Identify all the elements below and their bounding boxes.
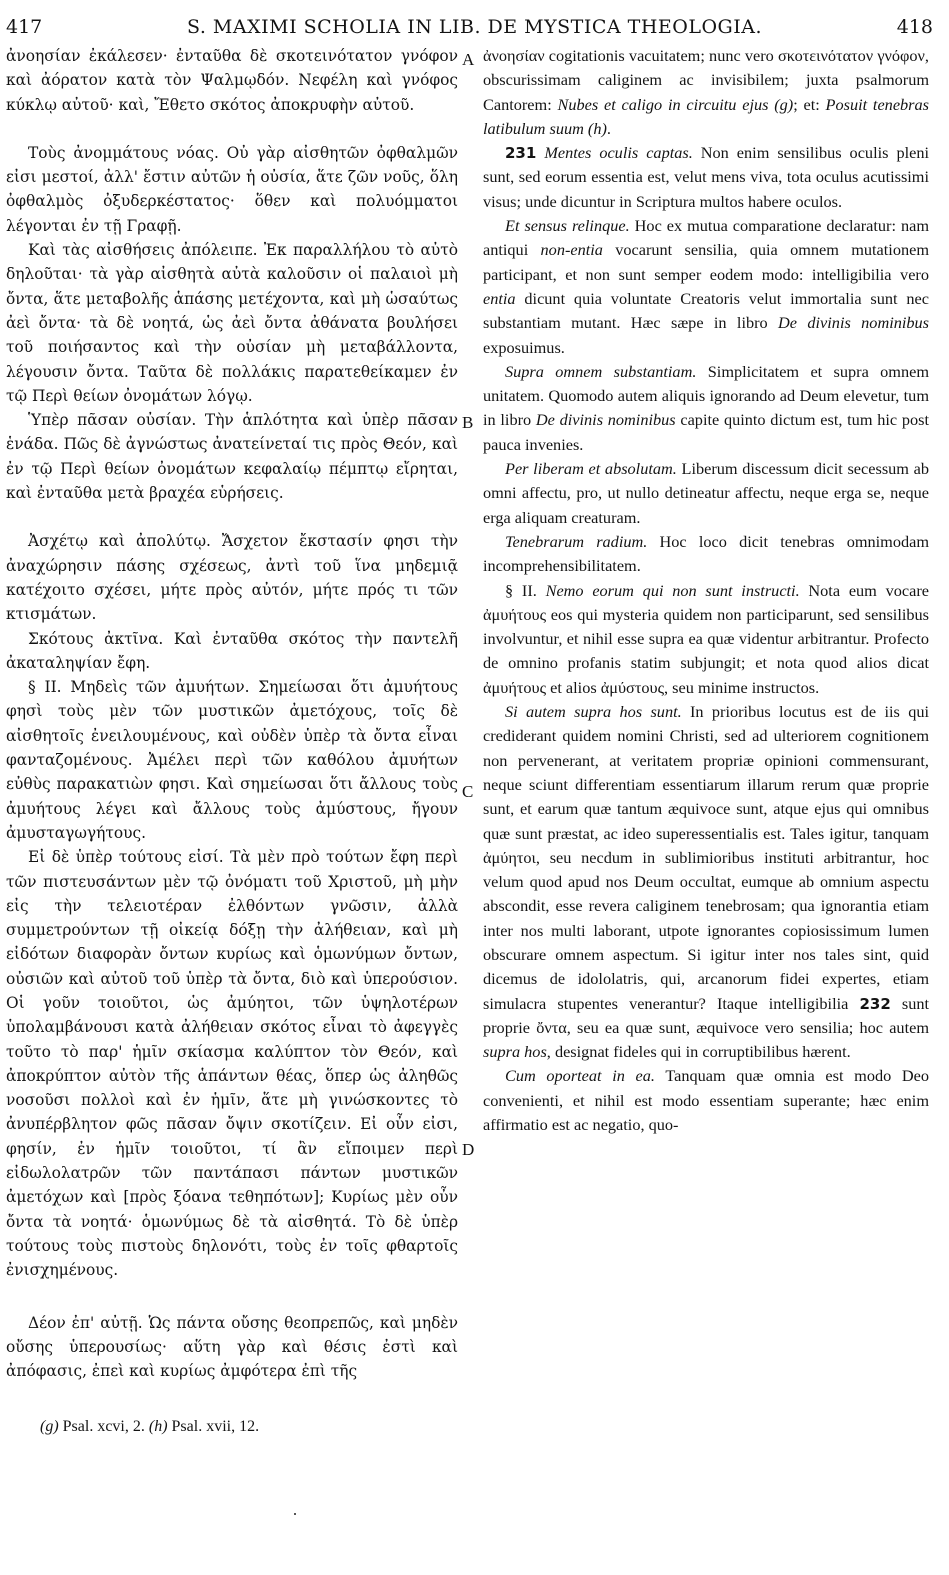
running-title: S. MAXIMI SCHOLIA IN LIB. DE MYSTICA THEOLOGIA. (186, 16, 762, 38)
footnotes: (g) Psal. xcvi, 2. (h) Psal. xvii, 12. (40, 1418, 260, 1435)
margin-letter-a: A (462, 50, 475, 69)
column-number: 231 (505, 144, 537, 163)
latin-column (483, 44, 929, 1137)
latin-paragraph: Supra omnem substantiam. Simplicitatem et supra omnem unitatem. Quomodo autem aliquis ignorando ad Deum elevetur, tum in libro De divinis nominibus capite quinto dictum est, tum hic post pauca invenies. (483, 361, 929, 454)
latin-paragraph: ἀνοησίαν cogitationis vacuitatem; nunc vero σκοτεινότατον γνόφον, obscurissimam caliginem ac invisibilem; juxta psalmorum Cantorem: Nubes et caligo in circuitu ejus (g); et: Posuit tenebras latibulum suum (h). (483, 46, 929, 138)
latin-paragraph: § II. Nemo eorum qui non sunt instructi. Nota eum vocare ἀμυήτους eos qui mysteria quidem non participarunt, sed sensilibus involvuntur, et nihil esse supra ea quæ videntur arbitrantur. Profecto de omnino profanis statim subjungit; et nota quod alios dicat ἀμυήτους et alios ἀμύστους, seu minime instructos. (483, 580, 929, 697)
latin-paragraph: Cum oporteat in ea. Tanquam quæ omnia est modo Deo convenienti, et nihil est modo essentiam superante; hæc enim affirmatio est ac negatio, quo- (483, 1066, 930, 1135)
print-speck (294, 1513, 296, 1515)
greek-paragraph: § II. Μηδεὶς τῶν ἀμυήτων. Σημείωσαι ὅτι ἀμυήτους φησὶ τοὺς μὲν τῶν μυστικῶν ἀμετόχους, τοῖς δὲ αἰσθητοῖς ἐνειλουμένους, καὶ οὐδὲν ὑπὲρ τὰ ὄντα εἶναι φανταζομένους. Ἀμέλει περὶ τῶν καθόλου ἀμυήτων εὐθὺς παρακατιὼν φησι. Καὶ σημείωσαι ὅτι ἄλλους τοὺς ἀμυήτους λέγει καὶ ἄλλους τοὺς ἀμύστους, ἤγουν ἀμυσταγωγήτους. (6, 678, 458, 842)
column-number: 232 (859, 994, 891, 1013)
greek-paragraph: Ἀσχέτῳ καὶ ἀπολύτῳ. Ἄσχετον ἔκστασίν φησι τὴν ἀναχώρησιν πάσης σχέσεως, ἀντὶ τοῦ ἵνα μηδεμιᾷ κατέχοιτο σχέσει, μήτε πρὸς αὐτόν, μήτε πρός τι τῶν κτισμάτων. (6, 532, 458, 624)
greek-paragraph: ἀνοησίαν ἐκάλεσεν· ἐνταῦθα δὲ σκοτεινότατον γνόφον καὶ ἀόρατον κατὰ τὸν Ψαλμῳδόν. Νεφέλη καὶ γνόφος κύκλῳ αὐτοῦ· καὶ, Ἔθετο σκότος ἀποκρυφὴν αὐτοῦ. (6, 47, 458, 114)
greek-paragraph: Σκότους ἀκτῖνα. Καὶ ἐνταῦθα σκότος τὴν παντελῆ ἀκαταληψίαν ἔφη. (6, 629, 458, 672)
greek-paragraph: Εἰ δὲ ὑπὲρ τούτους εἰσί. Τὰ μὲν πρὸ τούτων ἔφη περὶ τῶν πιστευσάντων μὲν τῷ ὀνόματι τοῦ Χριστοῦ, μὴ μὴν εἰς τὴν τελειοτέραν ἐλθόντων γνῶσιν, ἀλλὰ συμμετρούντων τῇ οἰκείᾳ δόξῃ τὴν ἀλήθειαν, καὶ μὴ εἰδότων διαφορὰν ὄντων κυρίως καὶ ὁμωνύμων ὄντων, οὐσιῶν καὶ αὐτοῦ τοῦ ὑπὲρ τὰ ὄντα, διὸ καὶ ὑπερούσιον. Οἱ γοῦν τοιοῦτοι, ὡς ἀμύητοι, τῶν ὑψηλοτέρων ὑπολαμβάνουσι κατὰ ἀλήθειαν σκότος εἶναι τὸ ἀφεγγὲς τοῦτο τὸ παρ' ἡμῖν σκίασμα καλύπτον τὸν Θεόν, καὶ ἀποκρύπτον αὐτὸν τῆς ἁπάντων θέας, ὅπερ ὡς ἀληθῶς νοσοῦσι πολλοὶ καὶ ἐν ἡμῖν, ἅτε μὴ γινώσκοντες τὸ ἀνυπέρβλητον φῶς πᾶσαν ὄψιν σκοτίζειν. Εἰ οὖν εἰσι, φησίν, ἐν ἡμῖν τοιοῦτοι, τί ἂν εἴποιμεν περὶ εἰδωλολατρῶν τῶν παντάπασι πάντων μυστικῶν ἀμετόχων καὶ [πρὸς ξόανα τεθηπότων]; Κυρίως μὲν οὖν ὄντα τὰ νοητά· ὁμωνύμως δὲ τὰ αἰσθητά. Τὸ δὲ ὑπὲρ τούτους τοὺς πιστοὺς δηλονότι, τοὺς ἐν τοῖς φθαρτοῖς ἐνισχημένους. (6, 848, 458, 1280)
latin-paragraph: Si autem supra hos sunt. In prioribus locutus est de iis qui crediderant quidem nomini Christi, sed ad ulteriorem cognitionem non pervenerant, at veritatem propriæ opinioni commensurant, neque sciunt differentiam essentiarum illarum rerum quæ proprie sunt, et earum quæ tantum æquivoce sunt, atque ejus qui omnibus quæ sunt præstat, ac ideo superessentialis est. Tales igitur, tanquam ἀμύητοι, seu necdum in sublimioribus instituti arbitrantur, hoc velum quod apud nos Deum occultat, eumque ab omnium aspectu abscondit, esse revera caliginem tenebrosam; qua ignorantia etiam inter nos multi laborant, utpote ignorantes copiosissimum lumen obscurare omnem aspectum. Si igitur inter nos tales sint, quid dicemus de idololatris, qui, arcanorum fidei expertes, etiam simulacra stupentes venerantur? Itaque intelligibilia 232 sunt proprie ὄντα, seu ea quæ sunt, æquivoce vero sensilia; hoc autem supra hos, designat fideles qui in corruptibilibus hærent. (483, 702, 929, 1062)
greek-paragraph: Τοὺς ἀνομμάτους νόας. Οὐ γὰρ αἰσθητῶν ὀφθαλμῶν εἰσι μεστοί, ἀλλ' ἔστιν αὐτῶν ἡ οὐσία, ἅτε ζῶν νοῦς, ὅλη ὀφθαλμὸς ὀξυδερκέστατος· ὅθεν καὶ πολυόμματοι λέγονται ἐν τῇ Γραφῇ. (6, 143, 458, 235)
page-number-left: 417 (6, 16, 43, 38)
latin-paragraph: Tenebrarum radium. Hoc loco dicit tenebras omnimodam incomprehensibilitatem. (483, 531, 929, 576)
latin-paragraph: Et sensus relinque. Hoc ex mutua comparatione declaratur: nam antiqui non-entia vocarunt sensilia, quia omnem mutationem participant, et non sunt semper eodem modo: intelligibilia vero entia dicunt quia voluntate Creatoris velut immortalia sunt nec substantiam mutant. Hæc sæpe in libro De divinis nominibus exposuimus. (483, 216, 930, 357)
greek-paragraph: Δέον ἐπ' αὐτῇ. Ὡς πάντα οὔσης θεοπρεπῶς, καὶ μηδὲν οὔσης ὑπερουσίως· αὕτη γὰρ καὶ θέσις ἐστὶ καὶ ἀπόφασις, ἐπεὶ καὶ κυρίως ἀμφότερα ἐπὶ τῆς (6, 1313, 458, 1381)
margin-letter-c: C (462, 782, 474, 801)
latin-paragraph: 231 Mentes oculis captas. Non enim sensilibus oculis pleni sunt, sed eorum essentia est, velut mens viva, tota oculus acutissimi visus; unde dicuntur in Scriptura multos habere oculos. (483, 143, 929, 211)
page-number-right: 418 (896, 16, 933, 38)
margin-letter-b: B (462, 413, 474, 432)
greek-paragraph: Ὑπὲρ πᾶσαν οὐσίαν. Τὴν ἁπλότητα καὶ ὑπὲρ πᾶσαν ἑνάδα. Πῶς δὲ ἀγνώστως ἀνατείνεταί τις πρὸς Θεόν, καὶ ἐν τῷ Περὶ θείων ὀνομάτων κεφαλαίῳ πέμπτῳ εἴρηται, καὶ ἐνταῦθα μετὰ βραχέα εὑρήσεις. (6, 411, 458, 503)
greek-column (6, 44, 458, 1383)
margin-letter-d: D (462, 1140, 475, 1159)
greek-paragraph: Καὶ τὰς αἰσθήσεις ἀπόλειπε. Ἐκ παραλλήλου τὸ αὐτὸ δηλοῦται· τὰ γὰρ αἰσθητὰ αὐτὰ καλοῦσιν οἱ παλαιοὶ μὴ ὄντα, ἅτε μεταβολῆς ἁπάσης μετέχοντα, καὶ μὴ ὡσαύτως ἀεὶ ὄντα· τὰ δὲ νοητά, ὡς ἀεὶ ὄντα ἀθάνατα βουλήσει τοῦ ποιήσαντος καὶ τὴν οὐσίαν μὴ μεταβάλλοντα, λέγουσιν ὄντα. Ταῦτα δὲ πολλάκις παρατεθείκαμεν ἐν τῷ Περὶ θείων ὀνομάτων λόγῳ. (6, 241, 458, 405)
latin-paragraph: Per liberam et absolutam. Liberum discessum dicit secessum ab omni affectu, pro, ut nullo detineatur affectu, neque erga se, neque erga aliquam creaturam. (483, 459, 930, 527)
